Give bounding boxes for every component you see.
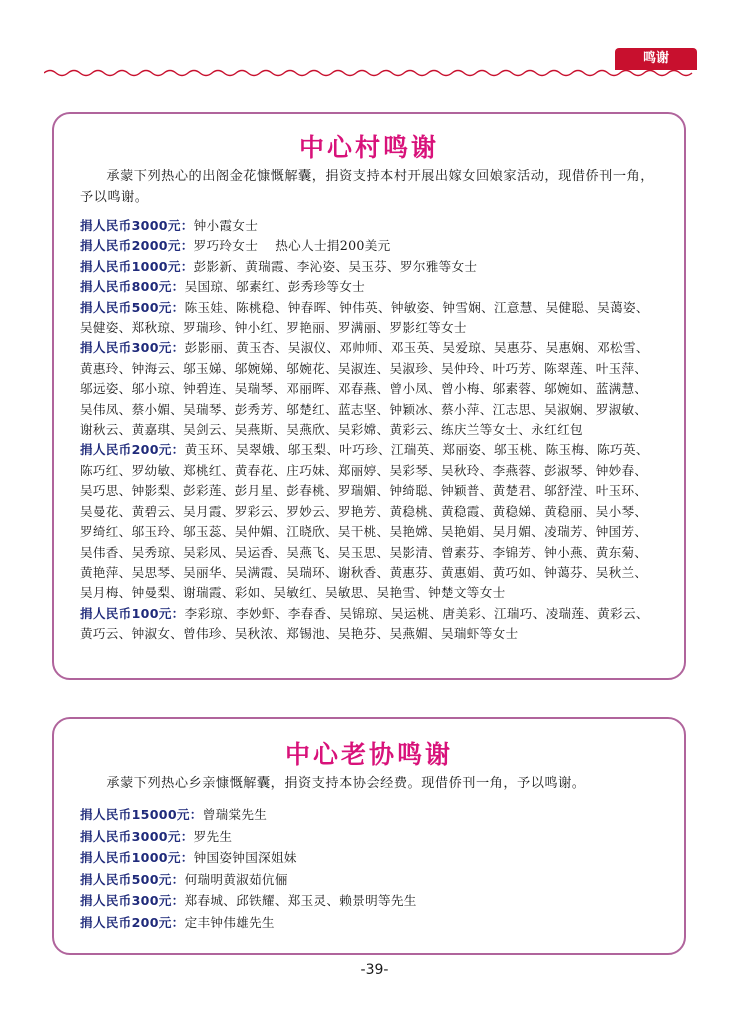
donor-row <box>80 236 658 256</box>
donation-amount-label: 捐人民币15000元： <box>80 807 203 822</box>
donor-row <box>80 869 658 891</box>
donor-names: 吴国琼、邬素红、彭秀珍等女士 <box>184 279 366 295</box>
page-number: -39- <box>360 962 389 978</box>
donation-amount-label: 捐人民币1000元： <box>80 850 194 865</box>
donor-row <box>80 804 658 826</box>
donation-amount-label: 捐人民币3000元： <box>80 828 194 844</box>
decorative-wave-divider <box>44 68 697 78</box>
donor-row <box>80 216 658 236</box>
elders-thanks-title: 中心老协鸣谢 <box>284 740 453 769</box>
donor-row <box>80 890 658 912</box>
donor-names: 定丰钟伟雄先生 <box>184 914 275 930</box>
donor-names: 李彩琼、李妙虾、李春香、吴锦琼、吴运桃、唐美彩、江瑞巧、凌瑞莲、黄彩云、黄巧云、钟淑女、曾伟珍、吴秋浓、郑锡池、吴艳芬、吴燕媚、吴瑞虾等女士 <box>80 605 649 642</box>
donor-row <box>80 440 658 603</box>
donor-row <box>80 257 658 277</box>
donor-names: 陈玉娃、陈桃稳、钟春晖、钟伟英、钟敏姿、钟雪娴、江意慧、吴健聪、吴蔼姿、吴健姿、郑秋琼、罗瑞珍、钟小红、罗艳丽、罗满丽、罗影红等女士 <box>80 299 649 336</box>
donation-amount-label: 捐人民币100元： <box>80 605 185 621</box>
donor-row <box>80 298 658 339</box>
section-tab-label: 鸣谢 <box>642 51 669 66</box>
donor-names: 罗先生 <box>193 828 233 844</box>
donation-amount-label: 捐人民币3000元： <box>80 218 194 233</box>
village-thanks-intro: 承蒙下列热心的出阁金花慷慨解囊，捐资支持本村开展出嫁女回娘家活动，现借侨刊一角，予以鸣谢。 <box>80 169 654 205</box>
village-donor-list <box>80 216 658 645</box>
donation-amount-label: 捐人民币1000元： <box>80 258 194 274</box>
donor-row <box>80 604 658 645</box>
village-thanks-title: 中心村鸣谢 <box>298 133 439 162</box>
donor-names: 钟国姿钟国深姐妹 <box>193 850 297 865</box>
donation-amount-label: 捐人民币2000元： <box>80 238 194 254</box>
donor-row <box>80 847 658 869</box>
donor-row <box>80 338 658 440</box>
donation-amount-label: 捐人民币500元： <box>80 299 185 315</box>
donor-names: 郑春城、邱铁耀、郑玉灵、赖景明等先生 <box>184 893 417 908</box>
elders-thanks-intro: 承蒙下列热心乡亲慷慨解囊，捐资支持本协会经费。现借侨刊一角，予以鸣谢。 <box>106 776 586 791</box>
elders-association-thanks-panel <box>52 717 686 955</box>
donor-names: 彭影丽、黄玉杏、吴淑仪、邓帅师、邓玉英、吴爱琼、吴惠芬、吴惠娴、邓松雪、黄惠玲、钟海云、邬玉娣、邬婉娣、邬婉花、吴淑连、吴淑珍、吴仲玲、叶巧芳、陈翠莲、叶玉萍、邬远姿、邬小琼、钟碧连、吴瑞琴、邓丽晖、邓春燕、曾小凤、曾小梅、邬素蓉、邬婉如、蓝满慧、吴伟凤、蔡小媚、吴瑞琴、彭秀芳、邬楚红、蓝志坚、钟颖冰、蔡小萍、江志思、吴淑娴、罗淑敏、谢秋云、黄嘉琪、吴剑云、吴燕斯、吴燕欣、吴彩嫦、黄彩云、练庆兰等女士、永红红包 <box>80 340 649 438</box>
donor-row <box>80 277 658 297</box>
donation-amount-label: 捐人民币300元： <box>80 340 185 356</box>
donation-amount-label: 捐人民币300元： <box>80 893 185 908</box>
donor-names: 钟小霞女士 <box>193 218 259 233</box>
donor-names: 曾瑞棠先生 <box>202 807 268 822</box>
donation-amount-label: 捐人民币800元： <box>80 279 185 295</box>
donor-names: 罗巧玲女士 热心人士捐200美元 <box>193 238 391 254</box>
donor-row <box>80 912 658 934</box>
donation-amount-label: 捐人民币200元： <box>80 442 185 458</box>
section-tab <box>615 48 697 70</box>
donor-names: 何瑞明黄淑茹伉俪 <box>184 871 288 887</box>
donor-row <box>80 826 658 848</box>
village-thanks-panel <box>52 112 686 680</box>
elders-donor-list <box>80 804 658 933</box>
donor-names: 彭影新、黄瑞霞、李沁姿、吴玉芬、罗尔雅等女士 <box>193 258 478 274</box>
donation-amount-label: 捐人民币200元： <box>80 914 185 930</box>
donor-names: 黄玉环、吴翠娥、邬玉梨、叶巧珍、江瑞英、郑丽姿、邬玉桃、陈玉梅、陈巧英、陈巧红、罗幼敏、郑桃红、黄春花、庄巧妹、郑丽婷、吴彩琴、吴秋玲、李燕蓉、彭淑琴、钟妙春、吴巧思、钟影梨、彭彩莲、彭月星、彭春桃、罗瑞媚、钟绮聪、钟颖普、黄楚君、邬舒滢、叶玉环、吴曼花、黄碧云、吴月霞、罗彩云、罗妙云、罗艳芳、黄稳桃、黄稳霞、黄稳娣、黄稳丽、吴小琴、罗绮红、邬玉玲、邬玉蕊、吴仲媚、江晓欣、吴干桃、吴艳嫦、吴艳娟、吴月媚、凌瑞芳、钟国芳、吴伟香、吴秀琼、吴彩凤、吴运香、吴燕飞、吴玉思、吴影清、曾素芬、李锦芳、钟小燕、黄东菊、黄艳萍、吴思琴、吴丽华、吴满霞、吴瑞环、谢秋香、黄惠芬、黄惠娟、黄巧如、钟蔼芬、吴秋兰、吴月梅、钟曼梨、谢瑞霞、彩如、吴敏红、吴敏思、吴艳雪、钟楚文等女士 <box>80 442 649 601</box>
donation-amount-label: 捐人民币500元： <box>80 871 185 887</box>
